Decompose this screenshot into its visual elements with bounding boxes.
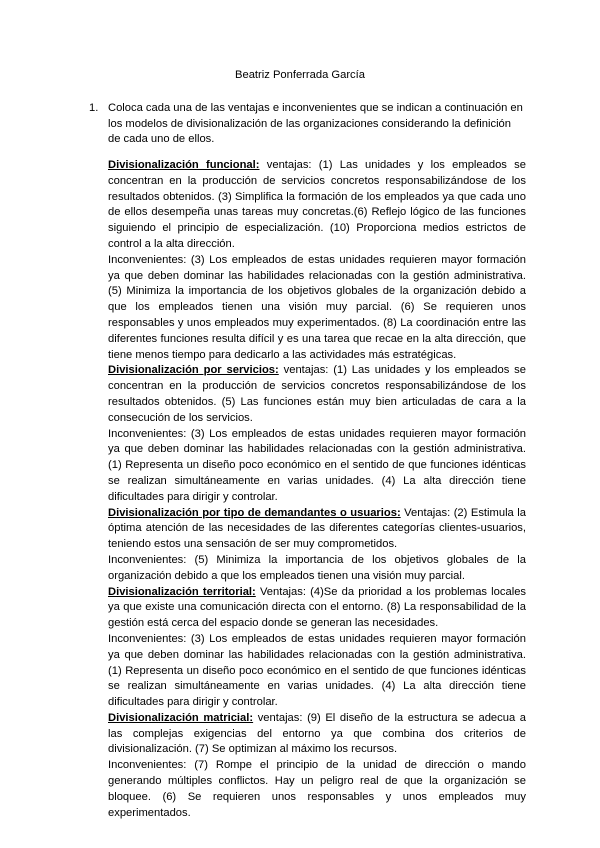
question-number: 1.: [89, 102, 99, 114]
section-territorial-ventajas: [108, 585, 526, 632]
inconvenientes-text: Inconvenientes: (5) Minimiza la importancia de los objetivos globales de la organización debido a que los empleados tienen una visión muy parcial.: [108, 553, 526, 582]
section-heading: Divisionalización funcional:: [108, 159, 260, 171]
question-text: Coloca cada una de las ventajas e inconvenientes que se indican a continuación en los modelos de divisionalización de las organizaciones considerando la definición de cada uno de ellos.: [108, 102, 523, 146]
section-matricial-ventajas: [108, 711, 526, 758]
ventajas-text: ventajas: (9) El diseño de la estructura se adecua a las complejas exigencias del entorno ya que combina dos criterios de divisionalización. (7) Se optimizan al máximo los recursos.: [108, 711, 526, 756]
question-item: [89, 101, 525, 148]
ventajas-text: ventajas: (1) Las unidades y los empleados se concentran en la producción de servicios concretos responsabilizándose de los resultados obtenidos. (3) Simplifica la formación de los empleados ya que cada uno de ellos desempeña unas tareas muy concretas.(6) Reflejo lógico de las funciones siguiendo el principio de especialización. (10) Proporciona medios estrictos de control a la alta dirección.: [108, 159, 526, 250]
ventajas-text: Ventajas: (2) Estimula la óptima atención de las necesidades de las diferentes categorías clientes-usuarios, teniendo estos una sensación de ser muy comprometidos.: [108, 506, 526, 551]
section-demandantes-ventajas: [108, 506, 526, 553]
ventajas-text: Ventajas: (4)Se da prioridad a los problemas locales ya que existe una comunicación directa con el entorno. (8) La responsabilidad de la gestión está cerca del espacio donde se generan las necesidades.: [108, 585, 527, 630]
section-servicios-ventajas: [108, 363, 526, 426]
inconvenientes-text: Inconvenientes: (3) Los empleados de estas unidades requieren mayor formación ya que deben dominar las habilidades relacionadas con la gestión administrativa. (1) Representa un diseño poco económico en el sentido de que funciones idénticas se realizan simultáneamente en varias unidades. (4) La alta dirección tiene dificultades para dirigir y controlar.: [108, 427, 526, 503]
section-heading: Divisionalización territorial:: [108, 585, 256, 598]
inconvenientes-text: Inconvenientes: (7) Rompe el principio de la unidad de dirección o mando generando múltiples conflictos. Hay un peligro real de que la organización se bloquee. (6) Se requieren unos responsables y unos empleados muy experimentados.: [108, 759, 526, 819]
section-heading: Divisionalización por tipo de demandantes o usuarios:: [108, 506, 401, 519]
inconvenientes-text: Inconvenientes: (3) Los empleados de estas unidades requieren mayor formación ya que deben dominar las habilidades relacionadas con la gestión administrativa. (1) Representa un diseño poco económico en el sentido de que funciones idénticas se realizan simultáneamente en varias unidades. (4) La alta dirección tiene dificultades para dirigir y controlar.: [108, 632, 526, 709]
author-name: Beatriz Ponferrada García: [235, 69, 365, 81]
section-heading: Divisionalización matricial:: [108, 711, 254, 724]
inconvenientes-text: Inconvenientes: (3) Los empleados de estas unidades requieren mayor formación ya que deben dominar las habilidades relacionadas con la gestión administrativa. (5) Minimiza la importancia de los objetivos globales de la organización debido a que los empleados tienen una visión muy parcial. (6) Se requieren unos responsables y unos empleados muy experimentados. (8) La coordinación entre las diferentes funciones resulta difícil y es una tarea que recae en la alta dirección, que tiene menos tiempo para dedicarlo a las actividades más estratégicas.: [108, 253, 526, 361]
section-funcional-ventajas: [108, 158, 526, 253]
ventajas-text: ventajas: (1) Las unidades y los empleados se concentran en la producción de servicios concretos responsabilizándose de los resultados obtenidos. (5) Las funciones están muy bien articuladas de cara a la consecución de los servicios.: [108, 364, 526, 424]
section-heading: Divisionalización por servicios:: [108, 364, 279, 377]
answer-body: [108, 158, 526, 821]
